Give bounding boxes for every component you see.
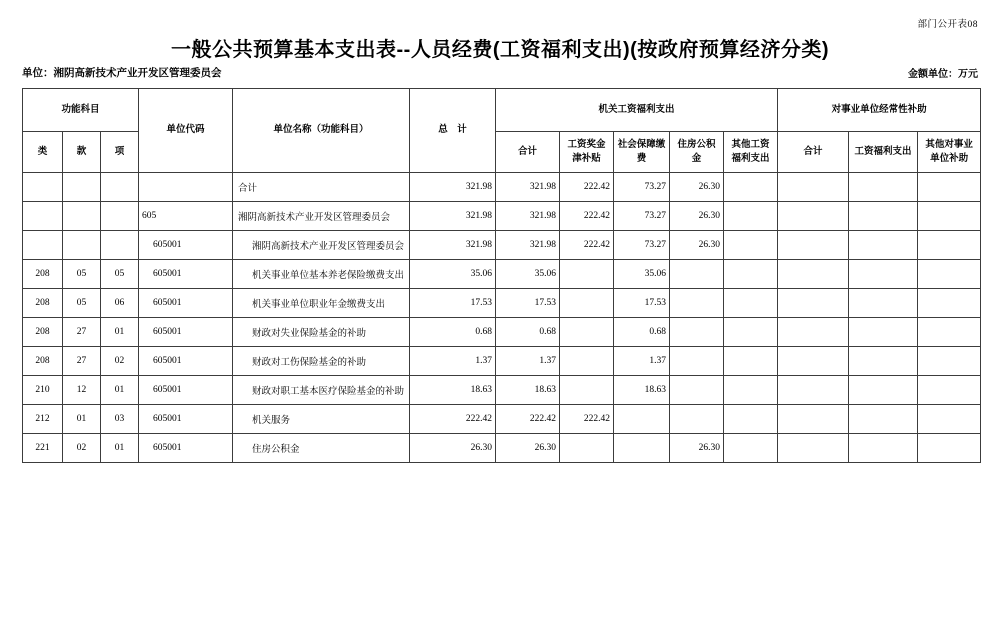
cell-grand-total: 35.06 [410,260,496,289]
table-row [23,260,981,289]
cell-section [63,202,101,231]
cell-sub-subtotal [778,347,849,376]
cell-class [23,202,63,231]
cell-sub-wage-welfare [849,434,918,463]
cell-sub-wage-welfare [849,202,918,231]
cell-grand-total: 321.98 [410,231,496,260]
cell-item [101,173,139,202]
cell-sub-wage-welfare [849,376,918,405]
col-header-wage-bonus-allowance: 工资奖金津补贴 [560,132,614,173]
cell-sub-other [918,289,981,318]
cell-unit-name: 机关服务 [233,405,410,434]
col-header-unit-code: 单位代码 [139,89,233,173]
col-header-sub-subtotal: 合计 [778,132,849,173]
cell-grand-total: 0.68 [410,318,496,347]
cell-housing-fund [670,376,724,405]
cell-sub-other [918,260,981,289]
cell-housing-fund: 26.30 [670,173,724,202]
cell-unit-name: 财政对职工基本医疗保险基金的补助 [233,376,410,405]
cell-unit-code: 605001 [139,289,233,318]
cell-social-security: 18.63 [614,376,670,405]
table-row [23,231,981,260]
cell-sub-wage-welfare [849,318,918,347]
col-group-functional-subject: 功能科目 [23,89,139,132]
cell-unit-code: 605001 [139,260,233,289]
cell-class: 221 [23,434,63,463]
cell-gov-subtotal: 321.98 [496,202,560,231]
cell-item [101,202,139,231]
cell-section: 02 [63,434,101,463]
col-header-other-wage-welfare: 其他工资福利支出 [724,132,778,173]
cell-item: 01 [101,376,139,405]
cell-grand-total: 321.98 [410,202,496,231]
table-row [23,289,981,318]
cell-housing-fund: 26.30 [670,231,724,260]
cell-sub-subtotal [778,173,849,202]
col-header-item: 项 [101,132,139,173]
budget-table [22,88,981,463]
col-header-housing-fund: 住房公积金 [670,132,724,173]
col-header-social-security: 社会保障缴费 [614,132,670,173]
col-group-institution-subsidy: 对事业单位经常性补助 [778,89,981,132]
cell-sub-other [918,347,981,376]
cell-class: 208 [23,347,63,376]
table-row [23,376,981,405]
cell-unit-name: 财政对工伤保险基金的补助 [233,347,410,376]
cell-housing-fund [670,347,724,376]
cell-wage-bonus-allowance [560,434,614,463]
col-header-sub-wage-welfare: 工资福利支出 [849,132,918,173]
cell-housing-fund [670,405,724,434]
cell-section: 05 [63,289,101,318]
cell-wage-bonus-allowance [560,289,614,318]
cell-social-security: 0.68 [614,318,670,347]
cell-class [23,173,63,202]
col-header-sub-other: 其他对事业单位补助 [918,132,981,173]
cell-gov-subtotal: 17.53 [496,289,560,318]
cell-item: 03 [101,405,139,434]
cell-sub-subtotal [778,202,849,231]
cell-class: 212 [23,405,63,434]
cell-sub-wage-welfare [849,289,918,318]
cell-sub-other [918,202,981,231]
table-row [23,434,981,463]
cell-section [63,231,101,260]
cell-social-security: 1.37 [614,347,670,376]
cell-sub-wage-welfare [849,260,918,289]
cell-gov-subtotal: 1.37 [496,347,560,376]
cell-section: 27 [63,347,101,376]
cell-grand-total: 1.37 [410,347,496,376]
cell-class: 208 [23,289,63,318]
cell-unit-name: 湘阴高新技术产业开发区管理委员会 [233,202,410,231]
cell-gov-subtotal: 26.30 [496,434,560,463]
cell-class: 208 [23,260,63,289]
cell-other-wage-welfare [724,289,778,318]
cell-other-wage-welfare [724,434,778,463]
col-header-section: 款 [63,132,101,173]
cell-other-wage-welfare [724,260,778,289]
cell-wage-bonus-allowance [560,260,614,289]
col-group-gov-wage-welfare: 机关工资福利支出 [496,89,778,132]
cell-class: 208 [23,318,63,347]
cell-gov-subtotal: 321.98 [496,173,560,202]
cell-item: 01 [101,318,139,347]
cell-sub-wage-welfare [849,405,918,434]
cell-wage-bonus-allowance: 222.42 [560,405,614,434]
cell-other-wage-welfare [724,318,778,347]
cell-other-wage-welfare [724,347,778,376]
cell-sub-subtotal [778,434,849,463]
cell-section: 05 [63,260,101,289]
cell-housing-fund [670,289,724,318]
cell-housing-fund: 26.30 [670,434,724,463]
cell-unit-code: 605 [139,202,233,231]
table-row [23,347,981,376]
money-unit-label: 金额单位：万元 [908,69,978,80]
cell-wage-bonus-allowance [560,376,614,405]
page-title: 一般公共预算基本支出表--人员经费(工资福利支出)(按政府预算经济分类) [171,39,829,61]
cell-sub-other [918,231,981,260]
cell-other-wage-welfare [724,173,778,202]
cell-sub-subtotal [778,260,849,289]
cell-unit-code: 605001 [139,318,233,347]
cell-section [63,173,101,202]
cell-housing-fund [670,318,724,347]
cell-section: 01 [63,405,101,434]
cell-sub-other [918,405,981,434]
cell-sub-other [918,318,981,347]
cell-social-security [614,434,670,463]
cell-item: 06 [101,289,139,318]
table-body [23,173,981,463]
cell-wage-bonus-allowance: 222.42 [560,173,614,202]
table-row [23,173,981,202]
col-header-unit-name: 单位名称（功能科目） [233,89,410,173]
cell-social-security: 73.27 [614,202,670,231]
cell-section: 27 [63,318,101,347]
cell-social-security: 73.27 [614,173,670,202]
cell-unit-name: 合计 [233,173,410,202]
unit-label: 单位：湘阴高新技术产业开发区管理委员会 [22,67,222,79]
cell-sub-subtotal [778,376,849,405]
cell-sub-other [918,376,981,405]
cell-unit-name: 机关事业单位基本养老保险缴费支出 [233,260,410,289]
cell-gov-subtotal: 0.68 [496,318,560,347]
cell-housing-fund: 26.30 [670,202,724,231]
cell-other-wage-welfare [724,231,778,260]
cell-housing-fund [670,260,724,289]
cell-sub-subtotal [778,289,849,318]
cell-other-wage-welfare [724,202,778,231]
form-code-label: 部门公开表08 [917,20,978,30]
cell-wage-bonus-allowance: 222.42 [560,202,614,231]
cell-unit-code: 605001 [139,376,233,405]
cell-grand-total: 222.42 [410,405,496,434]
cell-sub-subtotal [778,405,849,434]
cell-grand-total: 321.98 [410,173,496,202]
cell-item: 05 [101,260,139,289]
col-header-class: 类 [23,132,63,173]
cell-other-wage-welfare [724,376,778,405]
cell-social-security: 17.53 [614,289,670,318]
cell-social-security [614,405,670,434]
col-header-grand-total: 总 计 [410,89,496,173]
cell-class: 210 [23,376,63,405]
cell-gov-subtotal: 222.42 [496,405,560,434]
cell-unit-code: 605001 [139,405,233,434]
cell-sub-wage-welfare [849,347,918,376]
cell-gov-subtotal: 18.63 [496,376,560,405]
cell-gov-subtotal: 321.98 [496,231,560,260]
cell-item [101,231,139,260]
table-row [23,202,981,231]
cell-grand-total: 26.30 [410,434,496,463]
cell-grand-total: 18.63 [410,376,496,405]
cell-unit-code: 605001 [139,434,233,463]
cell-class [23,231,63,260]
table-row [23,318,981,347]
cell-social-security: 73.27 [614,231,670,260]
cell-unit-code: 605001 [139,347,233,376]
cell-item: 01 [101,434,139,463]
cell-sub-subtotal [778,318,849,347]
cell-wage-bonus-allowance [560,318,614,347]
meta-row [22,65,978,80]
cell-unit-name: 财政对失业保险基金的补助 [233,318,410,347]
cell-sub-other [918,434,981,463]
cell-wage-bonus-allowance [560,347,614,376]
cell-item: 02 [101,347,139,376]
cell-sub-subtotal [778,231,849,260]
table-row [23,405,981,434]
cell-social-security: 35.06 [614,260,670,289]
cell-grand-total: 17.53 [410,289,496,318]
cell-unit-name: 住房公积金 [233,434,410,463]
cell-other-wage-welfare [724,405,778,434]
cell-gov-subtotal: 35.06 [496,260,560,289]
cell-unit-name: 机关事业单位职业年金缴费支出 [233,289,410,318]
cell-unit-code: 605001 [139,231,233,260]
cell-sub-wage-welfare [849,173,918,202]
cell-unit-code [139,173,233,202]
cell-unit-name: 湘阴高新技术产业开发区管理委员会 [233,231,410,260]
cell-wage-bonus-allowance: 222.42 [560,231,614,260]
col-header-gov-subtotal: 合计 [496,132,560,173]
cell-section: 12 [63,376,101,405]
cell-sub-other [918,173,981,202]
cell-sub-wage-welfare [849,231,918,260]
